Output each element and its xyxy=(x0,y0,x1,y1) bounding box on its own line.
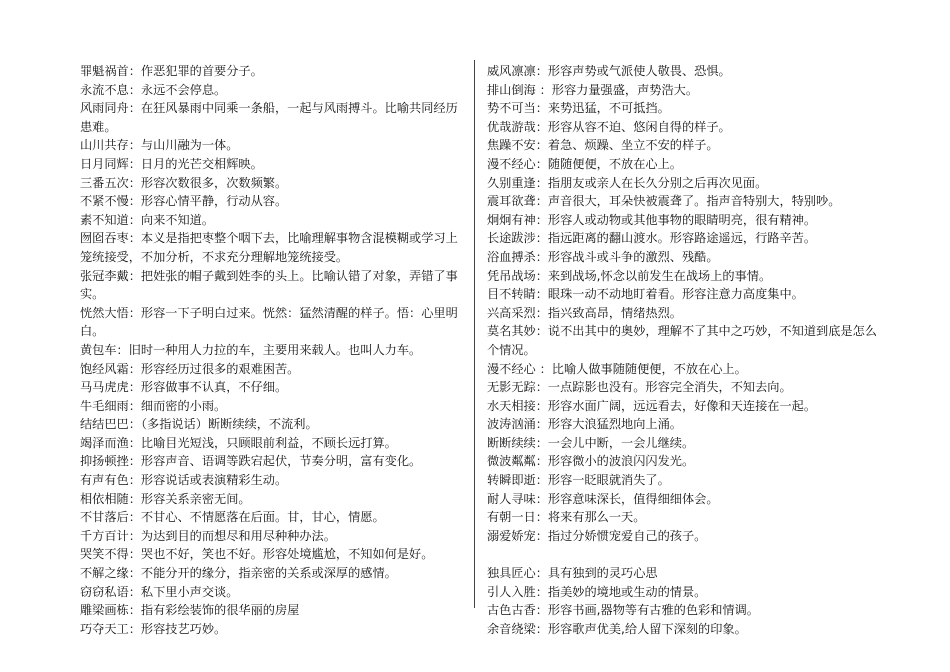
idiom-entry: 莫名其妙：说不出其中的奥妙，理解不了其中之巧妙，不知道到底是怎么个情况。 xyxy=(487,324,877,357)
left-column xyxy=(80,62,466,638)
idiom-entry: 兴高采烈：指兴致高昂，情绪热烈。 xyxy=(487,305,682,320)
idiom-entry: 古色古香：形容书画,器物等有古雅的色彩和情调。 xyxy=(487,603,759,618)
idiom-entry: 结结巴巴：（多指说话）断断续续，不流利。 xyxy=(80,417,318,432)
idiom-entry: 马马虎虎：形容做事不认真，不仔细。 xyxy=(80,380,288,395)
idiom-entry: 雕梁画栋：指有彩绘装饰的很华丽的房屋 xyxy=(80,603,300,618)
idiom-entry: 震耳欲聋：声音很大，耳朵快被震聋了。指声音特别大，特别吵。 xyxy=(487,194,841,209)
idiom-entry: 引人入胜：指美妙的境地或生动的情景。 xyxy=(487,584,707,599)
idiom-entry: 耐人寻味：形容意味深长，值得细细体会。 xyxy=(487,491,719,506)
idiom-entry: 排山倒海 ：形容力量强盛，声势浩大。 xyxy=(487,82,699,97)
idiom-entry: 相依相随：形容关系亲密无间。 xyxy=(80,491,251,506)
idiom-entry: 无影无踪：一点踪影也没有。形容完全消失，不知去向。 xyxy=(487,380,792,395)
idiom-entry: 窃窃私语：私下里小声交谈。 xyxy=(80,584,239,599)
idiom-entry: 浴血搏杀：形容战斗或斗争的激烈、残酷。 xyxy=(487,249,719,264)
idiom-entry: 牛毛细雨：细而密的小雨。 xyxy=(80,398,227,413)
idiom-entry: 优哉游哉：形容从容不迫、悠闲自得的样子。 xyxy=(487,119,731,134)
idiom-entry: 独具匠心：具有独到的灵巧心思 xyxy=(487,566,658,581)
idiom-entry: 黄包车：旧时一种用人力拉的车，主要用来载人。也叫人力车。 xyxy=(80,342,422,357)
idiom-entry: 山川共存：与山川融为一体。 xyxy=(80,138,239,153)
idiom-entry: 素不知道：向来不知道。 xyxy=(80,212,215,227)
idiom-entry: 余音绕梁：形容歌声优美,给人留下深刻的印象。 xyxy=(487,621,747,636)
idiom-entry: 不甘落后：不甘心、不情愿落在后面。甘，甘心，情愿。 xyxy=(80,510,385,525)
idiom-entry: 竭泽而渔：比喻目光短浅，只顾眼前利益，不顾长远打算。 xyxy=(80,435,397,450)
idiom-entry: 炯炯有神：形容人或动物或其他事物的眼睛明亮，很有精神。 xyxy=(487,212,817,227)
idiom-entry: 漫不经心：随随便便，不放在心上。 xyxy=(487,156,682,171)
idiom-entry: 千方百计：为达到目的而想尽和用尽种种办法。 xyxy=(80,528,336,543)
idiom-entry: 不解之缘：不能分开的缘分，指亲密的关系或深厚的感情。 xyxy=(80,566,397,581)
idiom-entry: 微波粼粼：形容微小的波浪闪闪发光。 xyxy=(487,454,695,469)
idiom-entry: 焦躁不安：着急、烦躁、坐立不安的样子。 xyxy=(487,138,719,153)
idiom-entry: 罪魁祸首：作恶犯罪的首要分子。 xyxy=(80,64,263,78)
idiom-entry: 张冠李戴：把姓张的帽子戴到姓李的头上。比喻认错了对象，弄错了事实。 xyxy=(80,268,458,302)
idiom-entry: 转瞬即逝：形容一眨眼就消失了。 xyxy=(487,473,670,488)
idiom-entry: 不紧不慢：形容心情平静，行动从容。 xyxy=(80,194,288,209)
idiom-entry: 有朝一日：将来有那么一天。 xyxy=(487,510,646,525)
idiom-entry: 漫不经心 ：比喻人做事随随便便，不放在心上。 xyxy=(487,361,747,376)
idiom-entry: 水天相接：形容水面广阔，远远看去，好像和天连接在一起。 xyxy=(487,398,817,413)
right-column xyxy=(487,62,889,638)
idiom-entry: 永流不息：永远不会停息。 xyxy=(80,82,227,97)
idiom-entry: 囫囵吞枣：本义是指把枣整个咽下去，比喻理解事物含混模糊或学习上笼统接受，不加分析，不求充分理解地笼统接受。 xyxy=(80,231,458,264)
idiom-entry: 日月同辉：日月的光芒交相辉映。 xyxy=(80,156,263,171)
idiom-entry: 饱经风霜：形容经历过很多的艰难困苦。 xyxy=(80,361,300,376)
column-divider xyxy=(474,60,475,608)
idiom-entry: 长途跋涉：指远距离的翻山渡水。形容路途遥远，行路辛苦。 xyxy=(487,231,817,246)
idiom-entry: 恍然大悟：形容一下子明白过来。恍然：猛然清醒的样子。悟：心里明白。 xyxy=(80,305,458,339)
idiom-entry: 三番五次：形容次数很多，次数频繁。 xyxy=(80,175,288,190)
idiom-entry: 威风凛凛：形容声势或气派使人敬畏、恐惧。 xyxy=(487,64,731,78)
idiom-entry: 久别重逢：指朋友或亲人在长久分别之后再次见面。 xyxy=(487,175,768,190)
idiom-entry: 目不转睛：眼珠一动不动地盯着看。形容注意力高度集中。 xyxy=(487,287,804,302)
idiom-entry: 波涛汹涌：形容大浪猛烈地向上涌。 xyxy=(487,417,682,432)
idiom-entry: 巧夺天工：形容技艺巧妙。 xyxy=(80,621,227,636)
idiom-entry: 凭吊战场：来到战场,怀念以前发生在战场上的事情。 xyxy=(487,268,772,283)
idiom-entry: 势不可当：来势迅猛，不可抵挡。 xyxy=(487,101,670,116)
idiom-entry: 哭笑不得：哭也不好，笑也不好。形容处境尴尬，不知如何是好。 xyxy=(80,547,434,562)
idiom-entry: 抑扬顿挫：形容声音、语调等跌宕起伏，节奏分明，富有变化。 xyxy=(80,454,422,469)
idiom-entry: 有声有色：形容说话或表演精彩生动。 xyxy=(80,473,288,488)
idiom-entry: 溺爱娇宠：指过分娇惯宠爱自己的孩子。 xyxy=(487,528,707,543)
idiom-entry: 风雨同舟：在狂风暴雨中同乘一条船，一起与风雨搏斗。比喻共同经历患难。 xyxy=(80,101,458,134)
idiom-entry: 断断续续：一会儿中断，一会儿继续。 xyxy=(487,435,695,450)
